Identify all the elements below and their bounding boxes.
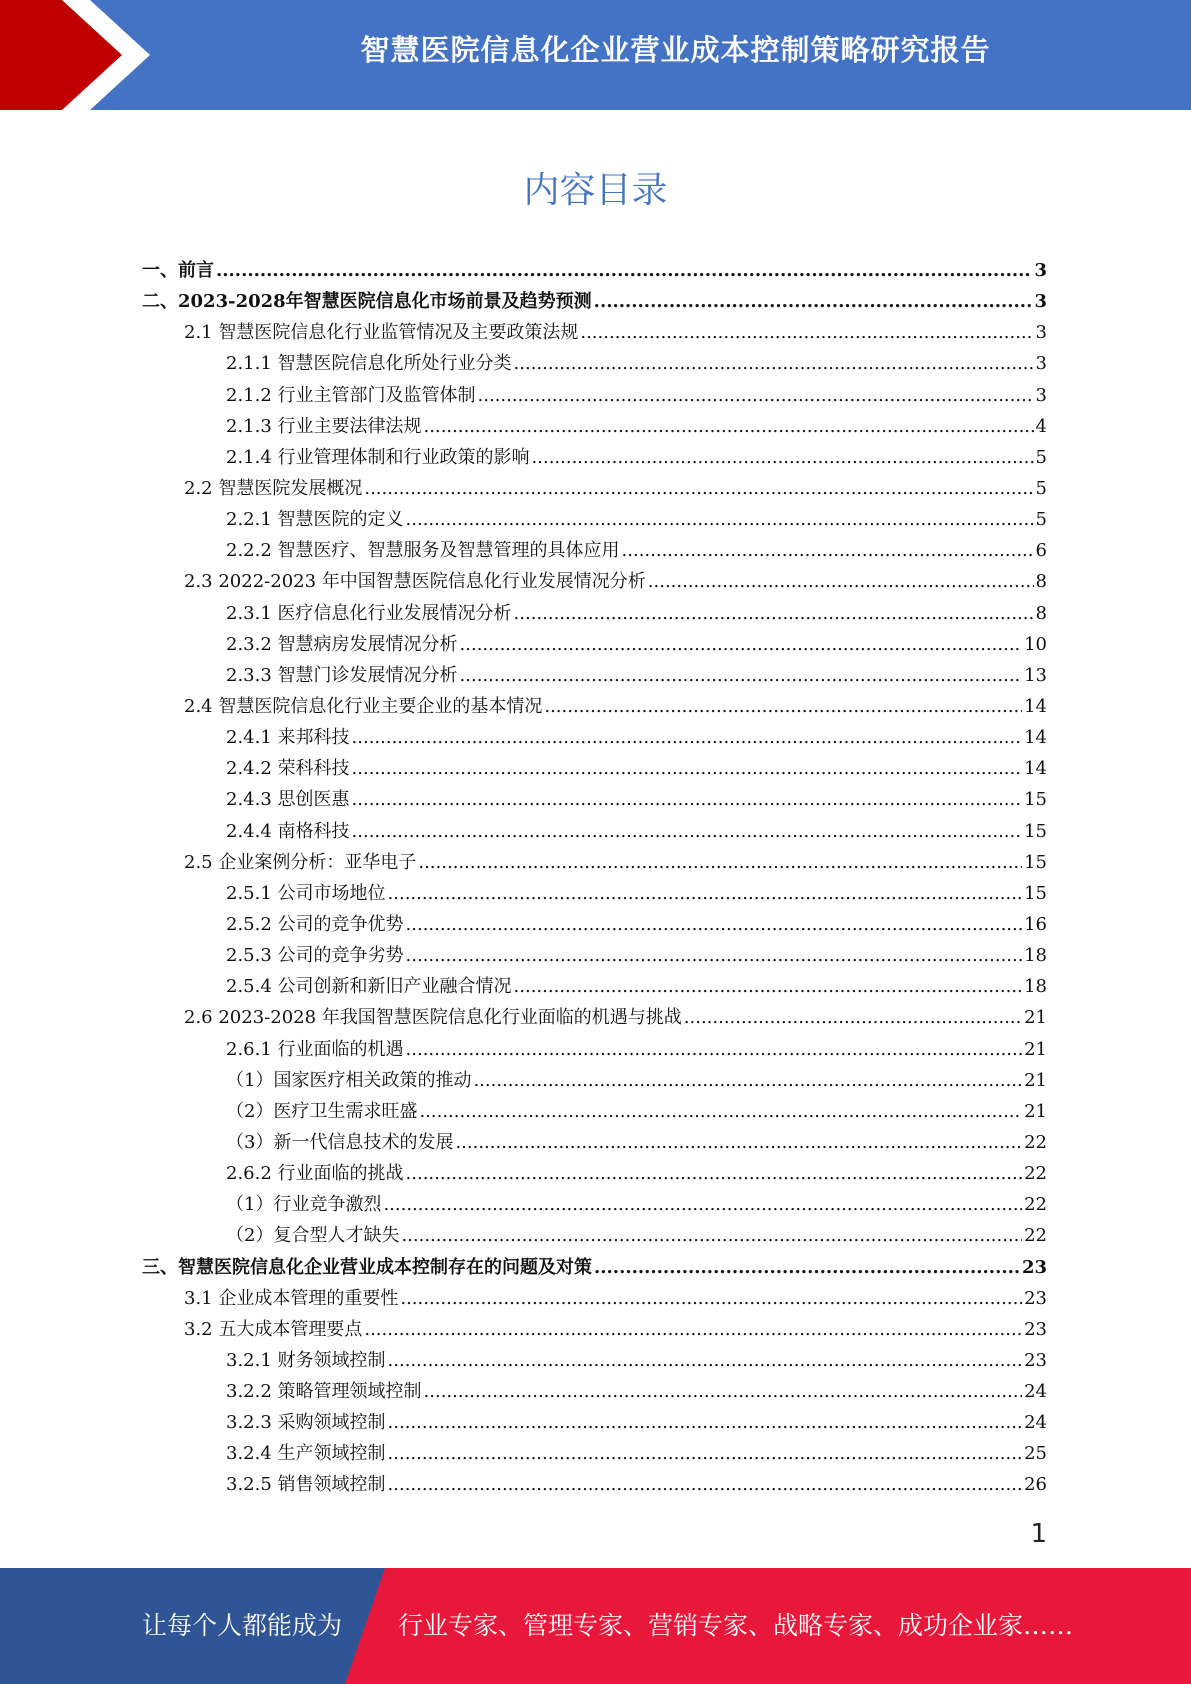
toc-dot-leader	[383, 1189, 1022, 1220]
toc-entry-page: 3	[1034, 291, 1047, 313]
toc-dot-leader	[580, 317, 1033, 348]
toc-entry-label: 3.2.4 生产领域控制	[226, 1443, 386, 1465]
toc-dot-leader	[406, 504, 1034, 535]
toc-dot-leader	[594, 1252, 1020, 1283]
toc-entry-page: 18	[1024, 945, 1047, 967]
toc-entry-page: 6	[1035, 540, 1047, 562]
toc-entry-page: 24	[1024, 1381, 1047, 1403]
toc-entry-page: 21	[1024, 1038, 1047, 1060]
toc-dot-leader	[388, 1345, 1023, 1376]
toc-entry-page: 26	[1024, 1474, 1047, 1496]
toc-entry[interactable]	[142, 691, 1047, 722]
toc-entry[interactable]	[142, 1407, 1047, 1438]
toc-entry[interactable]	[142, 1065, 1047, 1096]
toc-entry-page: 14	[1024, 695, 1047, 717]
toc-dot-leader	[544, 691, 1022, 722]
toc-entry[interactable]	[142, 1345, 1047, 1376]
toc-entry-page: 23	[1021, 1256, 1047, 1278]
report-title: 智慧医院信息化企业营业成本控制策略研究报告	[360, 33, 991, 67]
toc-entry-label: 2.1.4 行业管理体制和行业政策的影响	[226, 446, 530, 468]
toc-entry[interactable]	[142, 1127, 1047, 1158]
toc-entry[interactable]	[142, 348, 1047, 379]
toc-entry-label: 2.4 智慧医院信息化行业主要企业的基本情况	[184, 695, 543, 717]
toc-entry[interactable]	[142, 1158, 1047, 1189]
toc-entry[interactable]	[142, 660, 1047, 691]
toc-dot-leader	[648, 566, 1034, 597]
toc-entry[interactable]	[142, 1034, 1047, 1065]
toc-entry-page: 13	[1024, 664, 1047, 686]
toc-entry-page: 15	[1024, 851, 1047, 873]
toc-dot-leader	[424, 411, 1034, 442]
toc-entry-label: 2.5 企业案例分析：亚华电子	[184, 851, 417, 873]
toc-entry[interactable]	[142, 784, 1047, 815]
page-footer	[0, 1568, 1191, 1684]
toc-entry-label: （3）新一代信息技术的发展	[226, 1131, 454, 1153]
toc-entry-label: 3.2 五大成本管理要点	[184, 1318, 363, 1340]
toc-entry-page: 16	[1024, 913, 1047, 935]
toc-entry-page: 22	[1024, 1194, 1047, 1216]
toc-entry-label: 2.3.2 智慧病房发展情况分析	[226, 633, 458, 655]
toc-entry-page: 23	[1024, 1349, 1047, 1371]
toc-dot-leader	[352, 753, 1023, 784]
toc-entry-page: 15	[1024, 789, 1047, 811]
toc-entry[interactable]	[142, 1283, 1047, 1314]
toc-dot-leader	[419, 1096, 1022, 1127]
toc-dot-leader	[455, 1127, 1022, 1158]
toc-entry-page: 23	[1024, 1318, 1047, 1340]
toc-entry-page: 3	[1035, 322, 1047, 344]
toc-dot-leader	[364, 473, 1033, 504]
toc-entry-label: 2.3 2022-2023 年中国智慧医院信息化行业发展情况分析	[184, 571, 646, 593]
toc-entry-label: 3.2.1 财务领域控制	[226, 1349, 386, 1371]
toc-entry[interactable]	[142, 722, 1047, 753]
footer-slogan-left: 让每个人都能成为	[142, 1611, 343, 1640]
toc-entry[interactable]	[142, 1189, 1047, 1220]
toc-dot-leader	[514, 971, 1023, 1002]
toc-entry-page: 21	[1024, 1069, 1047, 1091]
toc-dot-leader	[401, 1220, 1022, 1251]
toc-dot-leader	[684, 1002, 1022, 1033]
toc-entry-page: 22	[1024, 1163, 1047, 1185]
toc-entry-label: 一、前言	[142, 260, 214, 281]
toc-entry-label: 2.4.2 荣科科技	[226, 758, 350, 780]
toc-entry-label: 2.2.1 智慧医院的定义	[226, 509, 404, 531]
toc-entry[interactable]	[142, 1220, 1047, 1251]
toc-entry-page: 8	[1035, 571, 1047, 593]
toc-entry[interactable]	[142, 847, 1047, 878]
toc-entry-page: 23	[1024, 1287, 1047, 1309]
toc-entry-label: 2.5.4 公司创新和新旧产业融合情况	[226, 976, 512, 998]
toc-entry[interactable]	[142, 411, 1047, 442]
toc-dot-leader	[364, 1314, 1022, 1345]
toc-entry-label: 2.1.2 行业主管部门及监管体制	[226, 384, 476, 406]
toc-entry-label: 2.5.2 公司的竞争优势	[226, 913, 404, 935]
toc-entry[interactable]	[142, 816, 1047, 847]
toc-entry[interactable]	[142, 1002, 1047, 1033]
toc-entry[interactable]	[142, 380, 1047, 411]
toc-dot-leader	[460, 629, 1023, 660]
toc-dot-leader	[473, 1065, 1022, 1096]
toc-entry-label: （2）医疗卫生需求旺盛	[226, 1100, 418, 1122]
toc-dot-leader	[406, 909, 1023, 940]
toc-entry-page: 5	[1035, 477, 1047, 499]
toc-entry[interactable]	[142, 473, 1047, 504]
toc-dot-leader	[514, 348, 1034, 379]
toc-dot-leader	[352, 816, 1023, 847]
toc-dot-leader	[406, 1158, 1023, 1189]
toc-dot-leader	[460, 660, 1023, 691]
toc-entry[interactable]	[142, 1438, 1047, 1469]
toc-entry-label: （2）复合型人才缺失	[226, 1225, 400, 1247]
toc-dot-leader	[216, 255, 1032, 286]
toc-dot-leader	[424, 1376, 1023, 1407]
toc-entry[interactable]	[142, 753, 1047, 784]
page-header	[0, 0, 1191, 110]
toc-entry-page: 14	[1024, 758, 1047, 780]
toc-dot-leader	[388, 878, 1023, 909]
toc-entry-label: 2.3.1 医疗信息化行业发展情况分析	[226, 602, 512, 624]
toc-dot-leader	[514, 598, 1034, 629]
toc-entry-page: 24	[1024, 1412, 1047, 1434]
toc-entry-label: （1）国家医疗相关政策的推动	[226, 1069, 472, 1091]
toc-dot-leader	[388, 1407, 1023, 1438]
toc-entry[interactable]	[142, 504, 1047, 535]
toc-dot-leader	[388, 1469, 1023, 1500]
table-of-contents	[142, 255, 1047, 1501]
toc-dot-leader	[418, 847, 1022, 878]
toc-entry-label: 2.2.2 智慧医疗、智慧服务及智慧管理的具体应用	[226, 540, 620, 562]
toc-entry-page: 5	[1035, 509, 1047, 531]
toc-entry-page: 22	[1024, 1225, 1047, 1247]
toc-entry-page: 14	[1024, 727, 1047, 749]
toc-entry-label: 2.6.1 行业面临的机遇	[226, 1038, 404, 1060]
toc-dot-leader	[400, 1283, 1022, 1314]
toc-dot-leader	[406, 1034, 1023, 1065]
toc-entry-label: 3.1 企业成本管理的重要性	[184, 1287, 399, 1309]
toc-dot-leader	[388, 1438, 1023, 1469]
toc-entry-label: 2.6.2 行业面临的挑战	[226, 1163, 404, 1185]
toc-entry[interactable]	[142, 940, 1047, 971]
toc-entry-page: 10	[1024, 633, 1047, 655]
toc-entry-label: 三、智慧医院信息化企业营业成本控制存在的问题及对策	[142, 1256, 592, 1278]
toc-entry-page: 3	[1035, 384, 1047, 406]
toc-dot-leader	[594, 286, 1033, 317]
toc-entry[interactable]	[142, 1469, 1047, 1500]
toc-entry-label: 2.2 智慧医院发展概况	[184, 477, 363, 499]
toc-entry-label: 2.4.3 思创医惠	[226, 789, 350, 811]
toc-entry-page: 15	[1024, 820, 1047, 842]
toc-entry-label: 2.4.4 南格科技	[226, 820, 350, 842]
toc-entry-page: 4	[1035, 415, 1047, 437]
toc-entry[interactable]	[142, 598, 1047, 629]
toc-entry-page: 3	[1034, 260, 1047, 281]
toc-entry[interactable]	[142, 255, 1047, 286]
toc-entry[interactable]	[142, 317, 1047, 348]
toc-entry-label: 二、2023-2028年智慧医院信息化市场前景及趋势预测	[142, 291, 592, 313]
toc-entry[interactable]	[142, 629, 1047, 660]
page-number: 1	[1030, 1519, 1047, 1549]
toc-entry-page: 8	[1035, 602, 1047, 624]
toc-entry-label: 3.2.3 采购领域控制	[226, 1412, 386, 1434]
toc-entry-label: 2.5.1 公司市场地位	[226, 882, 386, 904]
toc-entry[interactable]	[142, 971, 1047, 1002]
toc-entry-label: 2.1.3 行业主要法律法规	[226, 415, 422, 437]
toc-entry[interactable]	[142, 286, 1047, 317]
toc-entry-page: 22	[1024, 1131, 1047, 1153]
toc-entry-page: 21	[1024, 1007, 1047, 1029]
toc-dot-leader	[406, 940, 1023, 971]
toc-entry-label: （1）行业竞争激烈	[226, 1194, 382, 1216]
toc-dot-leader	[478, 380, 1034, 411]
toc-entry-page: 25	[1024, 1443, 1047, 1465]
toc-entry[interactable]	[142, 1096, 1047, 1127]
toc-entry-label: 2.6 2023-2028 年我国智慧医院信息化行业面临的机遇与挑战	[184, 1007, 682, 1029]
toc-entry-label: 2.5.3 公司的竞争劣势	[226, 945, 404, 967]
toc-entry-label: 3.2.5 销售领域控制	[226, 1474, 386, 1496]
toc-entry[interactable]	[142, 878, 1047, 909]
toc-dot-leader	[352, 784, 1023, 815]
toc-entry-page: 18	[1024, 976, 1047, 998]
toc-entry-label: 3.2.2 策略管理领域控制	[226, 1381, 422, 1403]
toc-entry-page: 5	[1035, 446, 1047, 468]
toc-entry-label: 2.4.1 来邦科技	[226, 727, 350, 749]
toc-entry-label: 2.1 智慧医院信息化行业监管情况及主要政策法规	[184, 322, 579, 344]
toc-entry[interactable]	[142, 909, 1047, 940]
toc-entry[interactable]	[142, 566, 1047, 597]
toc-entry[interactable]	[142, 1376, 1047, 1407]
toc-entry[interactable]	[142, 1314, 1047, 1345]
toc-entry-label: 2.1.1 智慧医院信息化所处行业分类	[226, 353, 512, 375]
toc-dot-leader	[352, 722, 1023, 753]
toc-entry-label: 2.3.3 智慧门诊发展情况分析	[226, 664, 458, 686]
toc-entry-page: 3	[1035, 353, 1047, 375]
footer-slogan-right: 行业专家、管理专家、营销专家、战略专家、成功企业家……	[398, 1611, 1074, 1640]
toc-entry[interactable]	[142, 442, 1047, 473]
toc-dot-leader	[532, 442, 1034, 473]
toc-heading: 内容目录	[523, 170, 668, 211]
toc-entry[interactable]	[142, 535, 1047, 566]
toc-dot-leader	[622, 535, 1034, 566]
toc-entry-page: 15	[1024, 882, 1047, 904]
toc-entry-page: 21	[1024, 1100, 1047, 1122]
toc-entry[interactable]	[142, 1252, 1047, 1283]
